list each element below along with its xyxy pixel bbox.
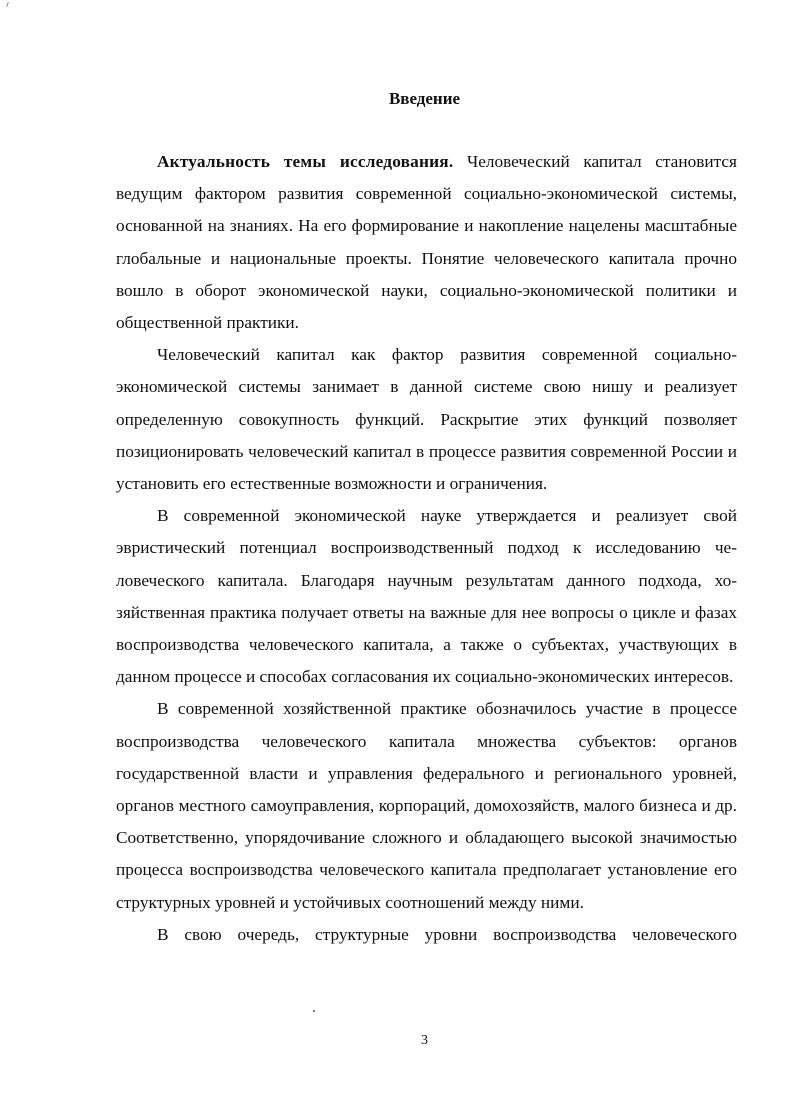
paragraph-3	[116, 500, 737, 693]
paragraph-1	[116, 146, 737, 339]
paragraph-4	[116, 693, 737, 918]
paragraph-text: В современной экономической науке утверждается и реализует свой эвристический потенциал воспроизводственный подход к исследованию человеческого капитала. Благодаря научным результатам данного подхода, хозяйственная практика получает ответы на важные для нее вопросы о цикле и фазах воспроизводства человеческого капитала, а также о субъектах, участвующих в данном процессе и способах согласования их социально-экономических интересов.	[116, 506, 737, 687]
body-text	[116, 146, 737, 951]
paragraph-2	[116, 339, 737, 500]
paragraph-text: В современной хозяйственной практике обозначилось участие в процессе воспроизводства человеческого капитала множества субъектов: органов государственной власти и управления федерального и регионального уровней, органов местного самоуправления, корпораций, домохозяйств, малого бизнеса и др. Соответственно, упорядочивание сложного и обладающего высокой значимостью процесса воспроизводства человеческого капитала предполагает установление его структурных уровней и устойчивых соотношений между ними.	[116, 699, 737, 912]
scan-artifact	[6, 2, 9, 7]
page-title: Введение	[388, 89, 461, 108]
paragraph-5	[116, 919, 737, 951]
paragraph-text: Человеческий капитал становится ведущим фактором развития современной социально-экономической системы, основанной на знаниях. На его формирование и накопление нацелены масштабные глобальные и национальные проекты. Понятие человеческого капитала прочно вошло в оборот экономической науки, социально-экономической политики и общественной практики.	[116, 152, 738, 333]
paragraph-text: В свою очередь, структурные уровни воспроизводства человеческого	[157, 924, 737, 944]
paragraph-text: Человеческий капитал как фактор развития современной социально-экономической системы занимает в данной системе свою нишу и реализует определенную совокупность функций. Раскрытие этих функций позволяет позиционировать человеческий капитал в процессе развития современной России и установить его естественные возможности и ограничения.	[116, 345, 737, 494]
page-number: 3	[421, 1033, 428, 1048]
scan-artifact	[313, 1010, 315, 1012]
paragraph-lead: Актуальность темы исследования.	[157, 152, 454, 171]
